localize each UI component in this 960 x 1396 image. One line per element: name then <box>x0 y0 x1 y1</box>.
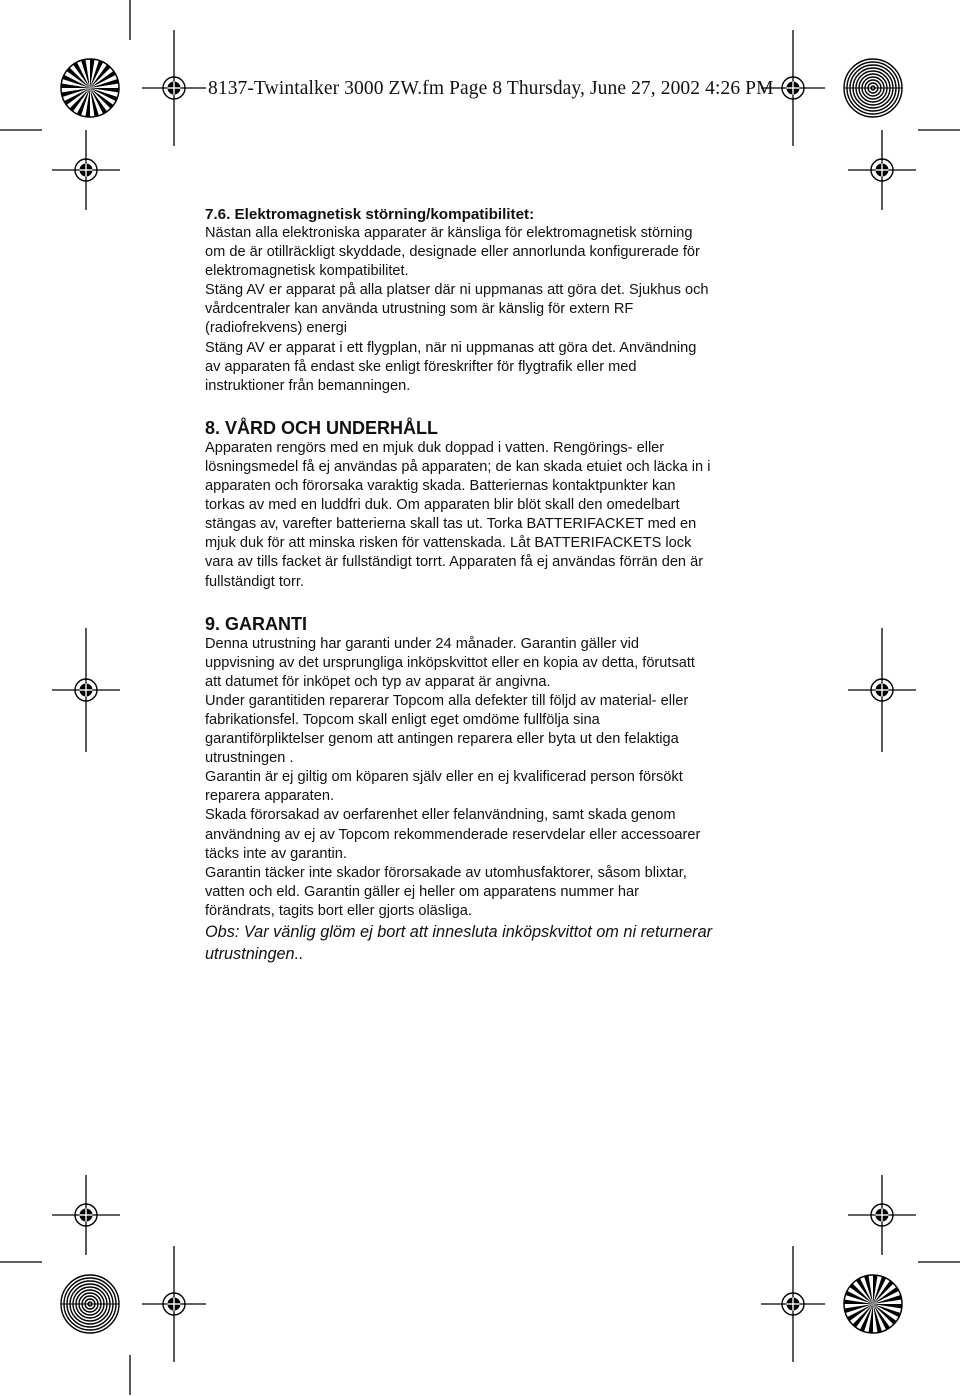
crosshair-icon <box>840 128 924 212</box>
body-line: elektromagnetisk kompatibilitet. <box>205 263 409 280</box>
crop-mark-line <box>0 1261 43 1263</box>
section-7-6 <box>205 205 765 396</box>
section-9 <box>205 613 765 965</box>
body-line: vatten och eld. Garantin gäller ej heller om apparatens nummer har <box>205 883 639 900</box>
body-line: Skada förorsakad av oerfarenhet eller felanvändning, samt skada genom <box>205 807 676 824</box>
crosshair-icon <box>818 626 946 754</box>
crop-mark-line <box>917 1261 960 1263</box>
body-line: Denna utrustning har garanti under 24 månader. Garantin gäller vid <box>205 635 640 652</box>
crosshair-icon <box>114 1244 234 1364</box>
body-line: fullständigt torr. <box>205 573 304 590</box>
body-line: mjuk duk för att minska risken för vattenskada. Låt BATTERIFACKETS lock <box>205 535 692 552</box>
body-line: vårdcentraler kan använda utrustning som är känslig för extern RF <box>205 301 634 318</box>
body-line: användning av ej av Topcom rekommenderade reservdelar eller accessoarer <box>205 826 701 843</box>
document-header: 8137-Twintalker 3000 ZW.fm Page 8 Thursday, June 27, 2002 4:26 PM <box>208 78 774 99</box>
body-line: Under garantitiden reparerar Topcom alla defekter till följd av material- eller <box>205 692 689 709</box>
body-line: Stäng AV er apparat på alla platser där ni uppmanas att göra det. Sjukhus och <box>205 282 709 299</box>
body-line: instruktioner från bemanningen. <box>205 377 411 394</box>
body-line: Apparaten rengörs med en mjuk duk doppad i vatten. Rengörings- eller <box>205 439 665 456</box>
note-line: Obs: Var vänlig glöm ej bort att innesluta inköpskvittot om ni returnerar <box>205 923 713 941</box>
section-7-6-heading: 7.6. Elektromagnetisk störning/kompatibilitet: <box>205 206 535 223</box>
body-line: garantiförpliktelser genom att antingen reparera eller byta ut den felaktiga <box>205 731 679 748</box>
body-line: av apparaten få endast ske enligt föreskrifter för flygtrafik eller med <box>205 358 637 375</box>
body-line: om de är otillräckligt skyddade, designade eller annorlunda konfigurerade för <box>205 244 700 261</box>
concentric-target-icon <box>59 1273 121 1335</box>
crop-mark-line <box>0 129 43 131</box>
section-8-heading: 8. VÅRD OCH UNDERHÅLL <box>205 417 439 438</box>
crosshair-icon <box>44 128 128 212</box>
body-line: Garantin är ej giltig om köparen själv eller en ej kvalificerad person försökt <box>205 769 683 786</box>
crosshair-icon <box>733 28 853 148</box>
section-9-body <box>205 635 765 921</box>
body-line: fabrikationsfel. Topcom skall enligt eget omdöme fullfölja sina <box>205 711 600 728</box>
crop-mark-line <box>129 0 131 41</box>
crop-mark-line <box>129 1354 131 1396</box>
body-line: Nästan alla elektroniska apparater är känsliga för elektromagnetisk störning <box>205 225 693 241</box>
crosshair-icon <box>22 626 150 754</box>
body-line: Stäng AV er apparat i ett flygplan, när ni uppmanas att göra det. Användning <box>205 339 697 356</box>
section-8 <box>205 417 765 592</box>
crosshair-icon <box>114 28 234 148</box>
body-line: (radiofrekvens) energi <box>205 320 347 337</box>
body-line: reparera apparaten. <box>205 788 334 805</box>
section-9-note <box>205 921 765 965</box>
body-line: Garantin täcker inte skador förorsakade av utomhusfaktorer, såsom blixtar, <box>205 864 687 881</box>
crop-mark-line <box>917 129 960 131</box>
page-content <box>205 205 765 965</box>
body-line: vara av tills facket är fullständigt torrt. Apparaten få ej användas förrän den är <box>205 554 704 571</box>
body-line: lösningsmedel få ej användas på apparaten; de kan skada etuiet och läcka in i <box>205 458 711 475</box>
body-line: täcks inte av garantin. <box>205 845 347 862</box>
starburst-icon <box>59 57 121 119</box>
crosshair-icon <box>733 1244 853 1364</box>
body-line: torkas av med en luddfri duk. Om apparaten blir blöt skall den omedelbart <box>205 497 680 514</box>
body-line: utrustningen . <box>205 750 294 767</box>
body-line: apparaten och förorsaka varaktig skada. Batteriernas kontaktpunkter kan <box>205 478 676 495</box>
body-line: att datumet för inköpet och typ av apparat är angivna. <box>205 673 551 690</box>
note-line: utrustningen.. <box>205 945 304 963</box>
section-8-body <box>205 439 765 592</box>
body-line: förändrats, tagits bort eller gjorts oläsliga. <box>205 902 472 919</box>
section-9-heading: 9. GARANTI <box>205 613 308 634</box>
body-line: uppvisning av det ursprungliga inköpskvittot eller en kopia av detta, förutsatt <box>205 654 695 671</box>
body-line: stängas av, varefter batterierna skall tas ut. Torka BATTERIFACKET med en <box>205 516 697 533</box>
section-7-6-body <box>205 224 765 396</box>
